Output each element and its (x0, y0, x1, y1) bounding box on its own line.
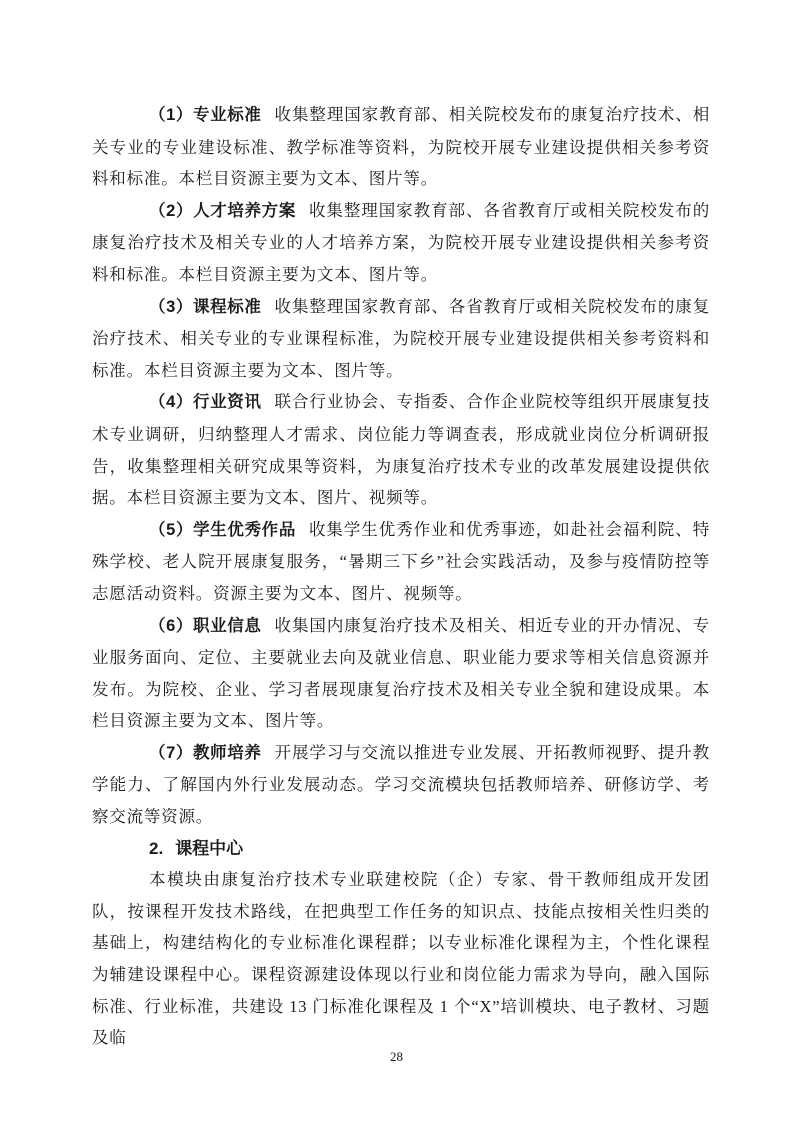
item-label-2: （2）人才培养方案 (149, 201, 296, 220)
resource-item-paragraph-7 (92, 737, 710, 833)
closing-paragraph: 本模块由康复治疗技术专业联建校院（企）专家、骨干教师组成开发团队，按课程开发技术路线，在把典型工作任务的知识点、技能点按相关性归类的基础上，构建结构化的专业标准化课程群；以专业标准化课程为主，个性化课程为辅建设课程中心。课程资源建设体现以行业和岗位能力需求为导向，融入国际标准、行业标准，共建设 13 门标准化课程及 1 个“X”培训模块、电子教材、习题及临 (92, 870, 710, 1048)
resource-item-paragraph-4 (92, 386, 710, 513)
section-heading-title: 课程中心 (175, 838, 244, 858)
item-body-3: 收集整理国家教育部、各省教育厅或相关院校发布的康复治疗技术、相关专业的专业课程标准，为院校开展专业建设提供相关参考资料和标准。本栏目资源主要为文本、图片等。 (92, 296, 710, 380)
item-body-5: 收集学生优秀作业和优秀事迹，如赴社会福利院、特殊学校、老人院开展康复服务，“暑期三下乡”社会实践活动，及参与疫情防控等志愿活动资料。资源主要为文本、图片、视频等。 (92, 519, 710, 603)
item-body-2: 收集整理国家教育部、各省教育厅或相关院校发布的康复治疗技术及相关专业的人才培养方案，为院校开展专业建设提供相关参考资料和标准。本栏目资源主要为文本、图片等。 (92, 200, 710, 284)
section-heading-course-center (92, 833, 710, 865)
document-body (92, 99, 710, 1054)
resource-item-paragraph-3 (92, 291, 710, 387)
item-body-7: 开展学习与交流以推进专业发展、开拓教师视野、提升教学能力、了解国内外行业发展动态。学习交流模块包括教师培养、研修访学、考察交流等资源。 (92, 742, 710, 827)
item-label-1: （1）专业标准 (149, 106, 262, 124)
item-body-4: 联合行业协会、专指委、合作企业院校等组织开展康复技术专业调研，归纳整理人才需求、岗位能力等调查表，形成就业岗位分析调研报告，收集整理相关研究成果等资料，为康复治疗技术专业的改革发展建设提供依据。本栏目资源主要为文本、图片、视频等。 (92, 392, 710, 508)
item-label-6: （6）职业信息 (149, 616, 262, 635)
item-body-1: 收集整理国家教育部、相关院校发布的康复治疗技术、相关专业的专业建设标准、教学标准等资料，为院校开展专业建设提供相关参考资料和标准。本栏目资源主要为文本、图片等。 (92, 105, 710, 189)
resource-item-paragraph-2 (92, 195, 710, 291)
item-label-7: （7）教师培养 (149, 743, 262, 762)
resource-item-paragraph-5 (92, 514, 710, 610)
page-number: 28 (390, 1049, 403, 1064)
resource-item-paragraph-6 (92, 610, 710, 737)
item-body-6: 收集国内康复治疗技术及相关、相近专业的开办情况、专业服务面向、定位、主要就业去向及就业信息、职业能力要求等相关信息资源并发布。为院校、企业、学习者展现康复治疗技术及相关专业全貌和建设成果。本栏目资源主要为文本、图片等。 (92, 615, 710, 731)
item-label-5: （5）学生优秀作品 (149, 520, 296, 539)
resource-item-paragraph-1 (92, 99, 710, 195)
section-heading-number: 2. (149, 838, 164, 858)
item-label-3: （3）课程标准 (149, 297, 262, 316)
item-label-4: （4）行业资讯 (149, 393, 262, 412)
